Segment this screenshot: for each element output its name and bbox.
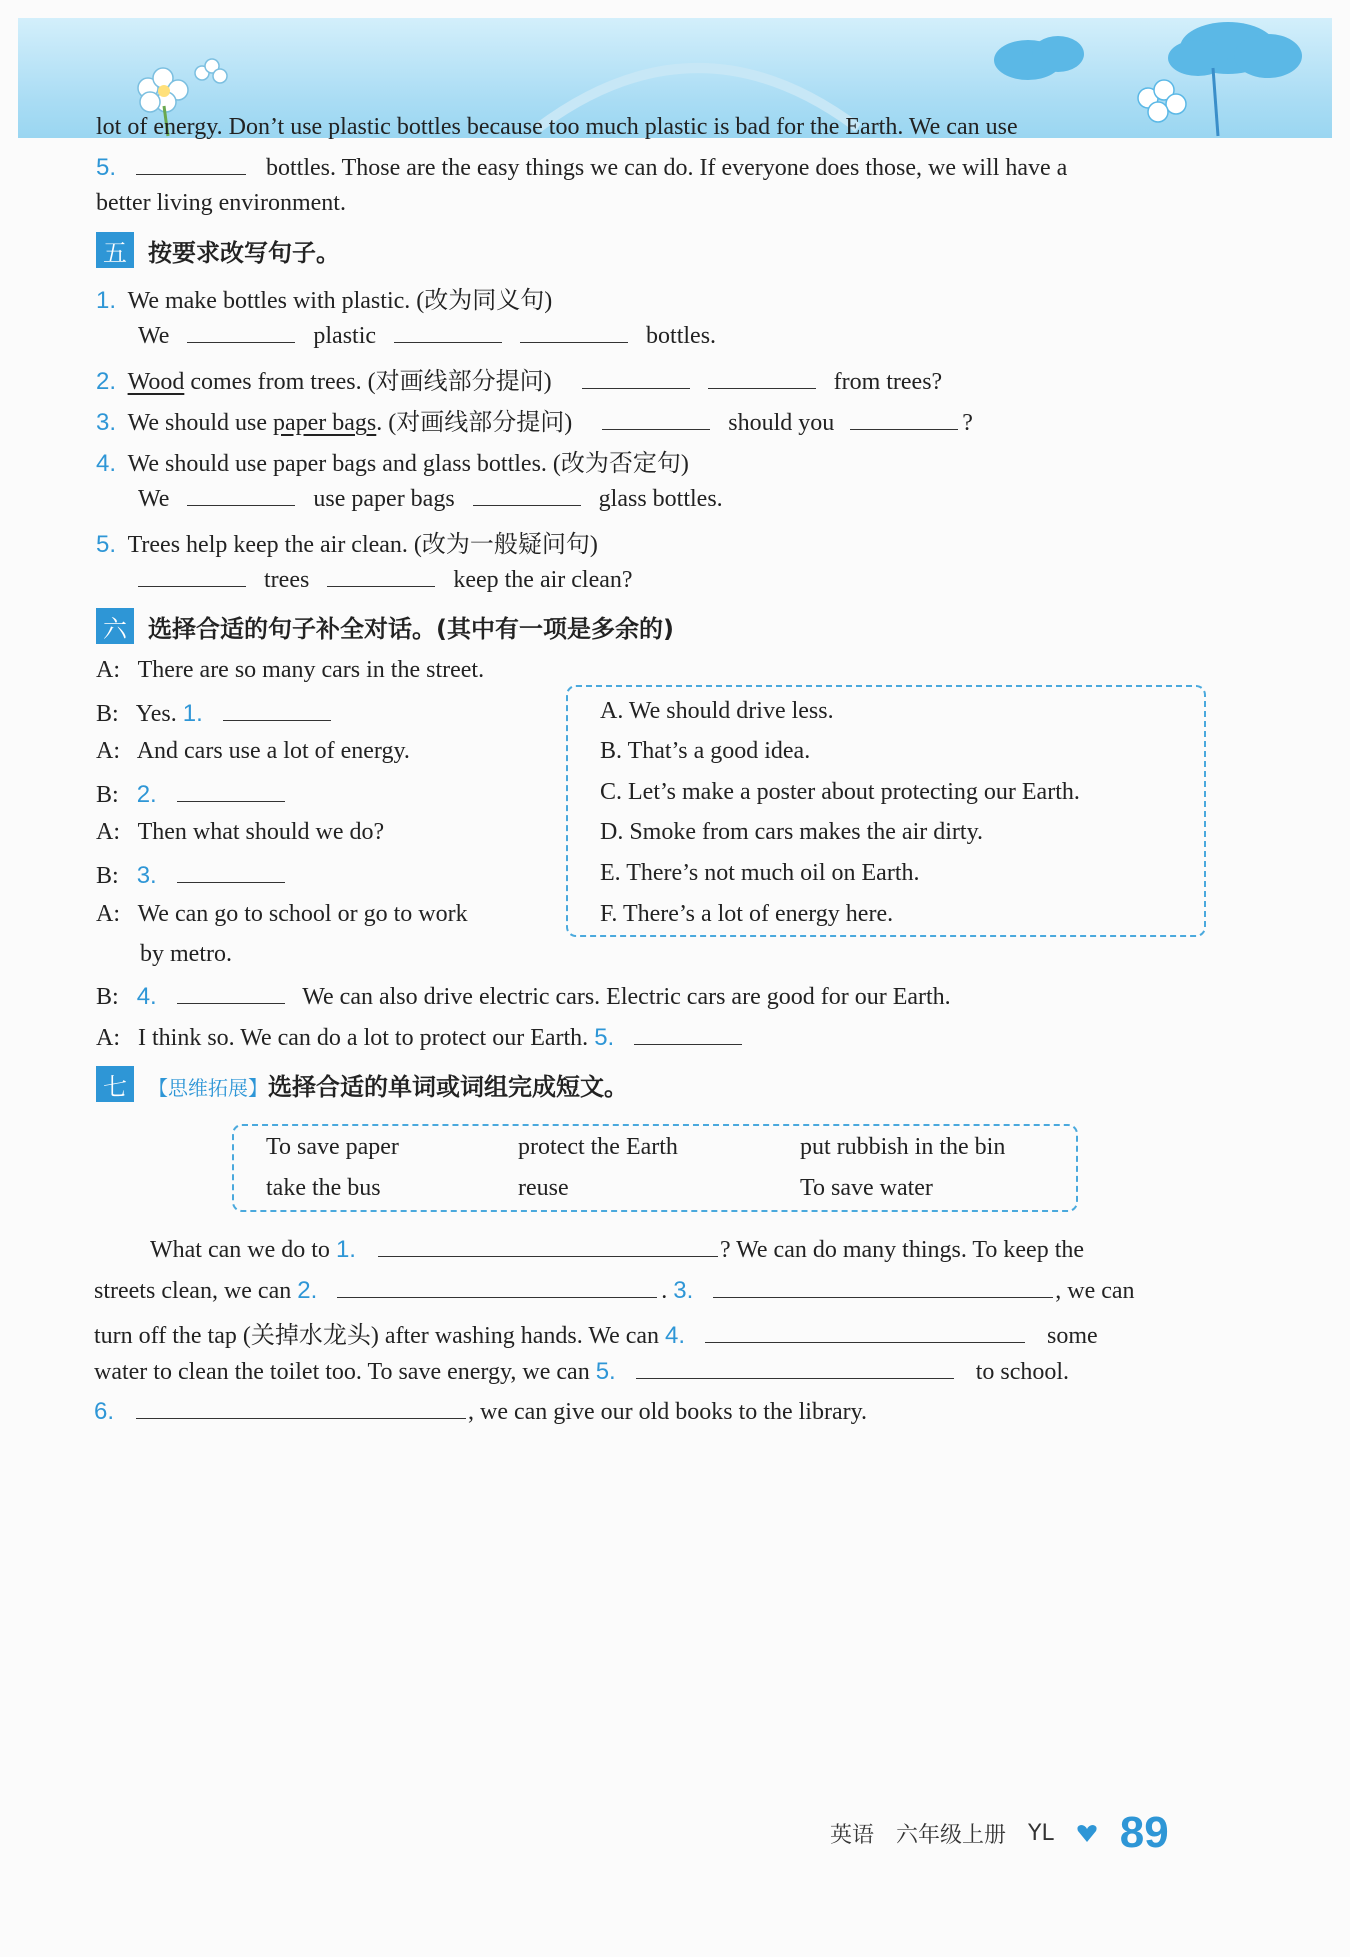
speaker-label: A: [96, 1025, 120, 1051]
question-number: 6. [94, 1398, 115, 1425]
answer-blank[interactable] [223, 698, 331, 721]
dialog-line [96, 738, 410, 765]
underlined-word: paper bags [272, 410, 377, 436]
question-number: 5. [594, 1024, 615, 1051]
question-number: 5. [595, 1358, 616, 1385]
passage-line: lot of energy. Don’t use plastic bottles because too much plastic is bad for the Earth. We can use [96, 114, 1018, 140]
answer-text: We [138, 486, 170, 512]
footer-subject: 英语 [830, 1822, 875, 1848]
answer-blank[interactable] [187, 320, 295, 343]
section-title [148, 1067, 628, 1102]
question-number: 2. [297, 1277, 318, 1304]
answer-blank[interactable] [473, 483, 581, 506]
footer-grade: 六年级上册 [896, 1822, 1007, 1848]
section-title-text: 选择合适的单词或词组完成短文。 [268, 1072, 628, 1101]
section-header [96, 608, 674, 644]
passage-line: streets clean, we can 2. . 3. , we can [94, 1277, 1135, 1304]
passage-line: better living environment. [96, 190, 346, 216]
answer-text: trees [264, 567, 310, 593]
question-number: 1. [335, 1236, 356, 1263]
answer-blank[interactable] [634, 1022, 742, 1045]
question-number: 2. [136, 781, 157, 808]
passage-line [96, 152, 1067, 182]
dialog-line [96, 657, 484, 684]
dialog-text: We can also drive electric cars. Electric cars are good for our Earth. [302, 984, 951, 1010]
question-number: 4. [665, 1322, 686, 1349]
speaker-label: B: [96, 984, 119, 1010]
passage-text: , we can [1055, 1278, 1135, 1304]
dialog-line [96, 981, 951, 1011]
passage-text: bottles. Those are the easy things we can do. If everyone does those, we will have a [266, 155, 1068, 181]
question-number: 1. [182, 700, 203, 727]
answer-text: bottles. [646, 323, 717, 349]
option-d: D. Smoke from cars makes the air dirty. [600, 819, 984, 845]
answer-line [138, 320, 716, 350]
dialog-text: We can go to school or go to work [137, 901, 468, 927]
dialog-text: Then what should we do? [137, 819, 385, 845]
section-header [96, 1066, 628, 1102]
passage-text: streets clean, we can [94, 1278, 292, 1304]
option-e: E. There’s not much oil on Earth. [600, 860, 920, 886]
answer-text: should you [728, 410, 835, 436]
question-number: 3. [96, 409, 117, 436]
question-item [96, 280, 552, 315]
answer-text: from trees? [833, 369, 943, 395]
passage-line [94, 1356, 1069, 1386]
answer-blank[interactable] [136, 1396, 466, 1419]
section-tag: 【思维拓展】 [148, 1075, 268, 1100]
answer-text: We [138, 323, 170, 349]
dialog-text: There are so many cars in the street. [137, 657, 485, 683]
word-bank-item: To save paper [266, 1134, 399, 1160]
option-f: F. There’s a lot of energy here. [600, 901, 894, 927]
answer-blank[interactable] [327, 564, 435, 587]
dialog-line [96, 779, 285, 809]
passage-text: some [1047, 1323, 1098, 1349]
answer-blank[interactable] [187, 483, 295, 506]
question-number: 5. [96, 531, 117, 558]
dialog-line [96, 860, 285, 890]
section-header [96, 232, 340, 268]
answer-text: plastic [313, 323, 377, 349]
speaker-label: B: [96, 782, 119, 808]
answer-blank[interactable] [378, 1234, 718, 1257]
question-item [96, 443, 689, 478]
word-bank-item: take the bus [266, 1175, 381, 1201]
page-footer [830, 1808, 1169, 1858]
passage-text: water to clean the toilet too. To save energy, we can [94, 1359, 590, 1385]
passage-text: What can we do to [150, 1237, 330, 1263]
section-badge: 五 [96, 232, 134, 268]
word-bank-item: protect the Earth [518, 1134, 678, 1160]
answer-text: use paper bags [313, 486, 455, 512]
word-bank-item: To save water [800, 1175, 933, 1201]
dialog-text: Yes. [135, 701, 177, 727]
section-badge: 七 [96, 1066, 134, 1102]
answer-blank[interactable] [177, 779, 285, 802]
answer-text: glass bottles. [598, 486, 723, 512]
answer-blank[interactable] [138, 564, 246, 587]
word-bank-item: reuse [518, 1175, 569, 1201]
passage-line [94, 1396, 867, 1426]
dialog-line [96, 901, 468, 928]
page-number: 89 [1119, 1808, 1169, 1857]
answer-blank[interactable] [602, 407, 710, 430]
answer-line [138, 564, 633, 594]
question-number: 3. [136, 862, 157, 889]
answer-line [138, 483, 723, 513]
dialog-line [96, 819, 384, 846]
answer-blank[interactable] [520, 320, 628, 343]
answer-blank[interactable] [337, 1275, 657, 1298]
answer-blank[interactable] [705, 1320, 1025, 1343]
underlined-word: Wood [127, 369, 185, 395]
footer-edition: YL [1028, 1820, 1054, 1846]
question-number: 4. [96, 450, 117, 477]
dialog-text: I think so. We can do a lot to protect our Earth. [138, 1025, 589, 1051]
question-text: We make bottles with plastic. (改为同义句) [127, 288, 553, 314]
answer-blank[interactable] [136, 152, 246, 175]
answer-blank[interactable] [636, 1356, 954, 1379]
question-number: 3. [673, 1277, 694, 1304]
passage-text: turn off the tap (关掉水龙头) after washing hands. We can [94, 1323, 660, 1349]
question-text: We should use paper bags and glass bottles. (改为否定句) [127, 451, 689, 477]
answer-blank[interactable] [394, 320, 502, 343]
dialog-line [96, 698, 331, 728]
section-badge: 六 [96, 608, 134, 644]
dialog-line [96, 1022, 742, 1052]
speaker-label: A: [96, 657, 120, 683]
option-b: B. That’s a good idea. [600, 738, 811, 764]
answer-text: keep the air clean? [453, 567, 633, 593]
passage-line [150, 1234, 1084, 1264]
speaker-label: A: [96, 738, 120, 764]
passage-text: , we can give our old books to the library. [468, 1399, 868, 1425]
answer-text: ? [962, 410, 973, 436]
dialog-text: And cars use a lot of energy. [136, 738, 410, 764]
question-item [96, 402, 973, 437]
passage-text: ? We can do many things. To keep the [719, 1237, 1085, 1263]
heart-icon [1076, 1822, 1098, 1844]
dialog-line: by metro. [140, 941, 232, 967]
answer-blank[interactable] [850, 407, 958, 430]
passage-line [94, 1315, 1098, 1350]
speaker-label: A: [96, 819, 120, 845]
answer-blank[interactable] [177, 860, 285, 883]
answer-blank[interactable] [582, 366, 690, 389]
question-item [96, 361, 942, 396]
question-number: 2. [96, 368, 117, 395]
section-title: 按要求改写句子。 [148, 238, 340, 267]
answer-blank[interactable] [708, 366, 816, 389]
option-a: A. We should drive less. [600, 698, 834, 724]
question-number: 5. [96, 154, 117, 181]
question-item [96, 524, 598, 559]
speaker-label: B: [96, 701, 119, 727]
answer-blank[interactable] [713, 1275, 1053, 1298]
speaker-label: A: [96, 901, 120, 927]
question-text: We should use [127, 410, 273, 436]
word-bank-item: put rubbish in the bin [800, 1134, 1006, 1160]
question-text: . (对画线部分提问) [376, 410, 573, 436]
option-c: C. Let’s make a poster about protecting our Earth. [600, 779, 1080, 805]
passage-text: to school. [975, 1359, 1070, 1385]
section-title: 选择合适的句子补全对话。(其中有一项是多余的) [148, 614, 674, 643]
question-text: Trees help keep the air clean. (改为一般疑问句) [127, 532, 598, 558]
question-number: 1. [96, 287, 117, 314]
question-number: 4. [136, 983, 157, 1010]
answer-blank[interactable] [177, 981, 285, 1004]
question-text: comes from trees. (对画线部分提问) [184, 369, 552, 395]
speaker-label: B: [96, 863, 119, 889]
